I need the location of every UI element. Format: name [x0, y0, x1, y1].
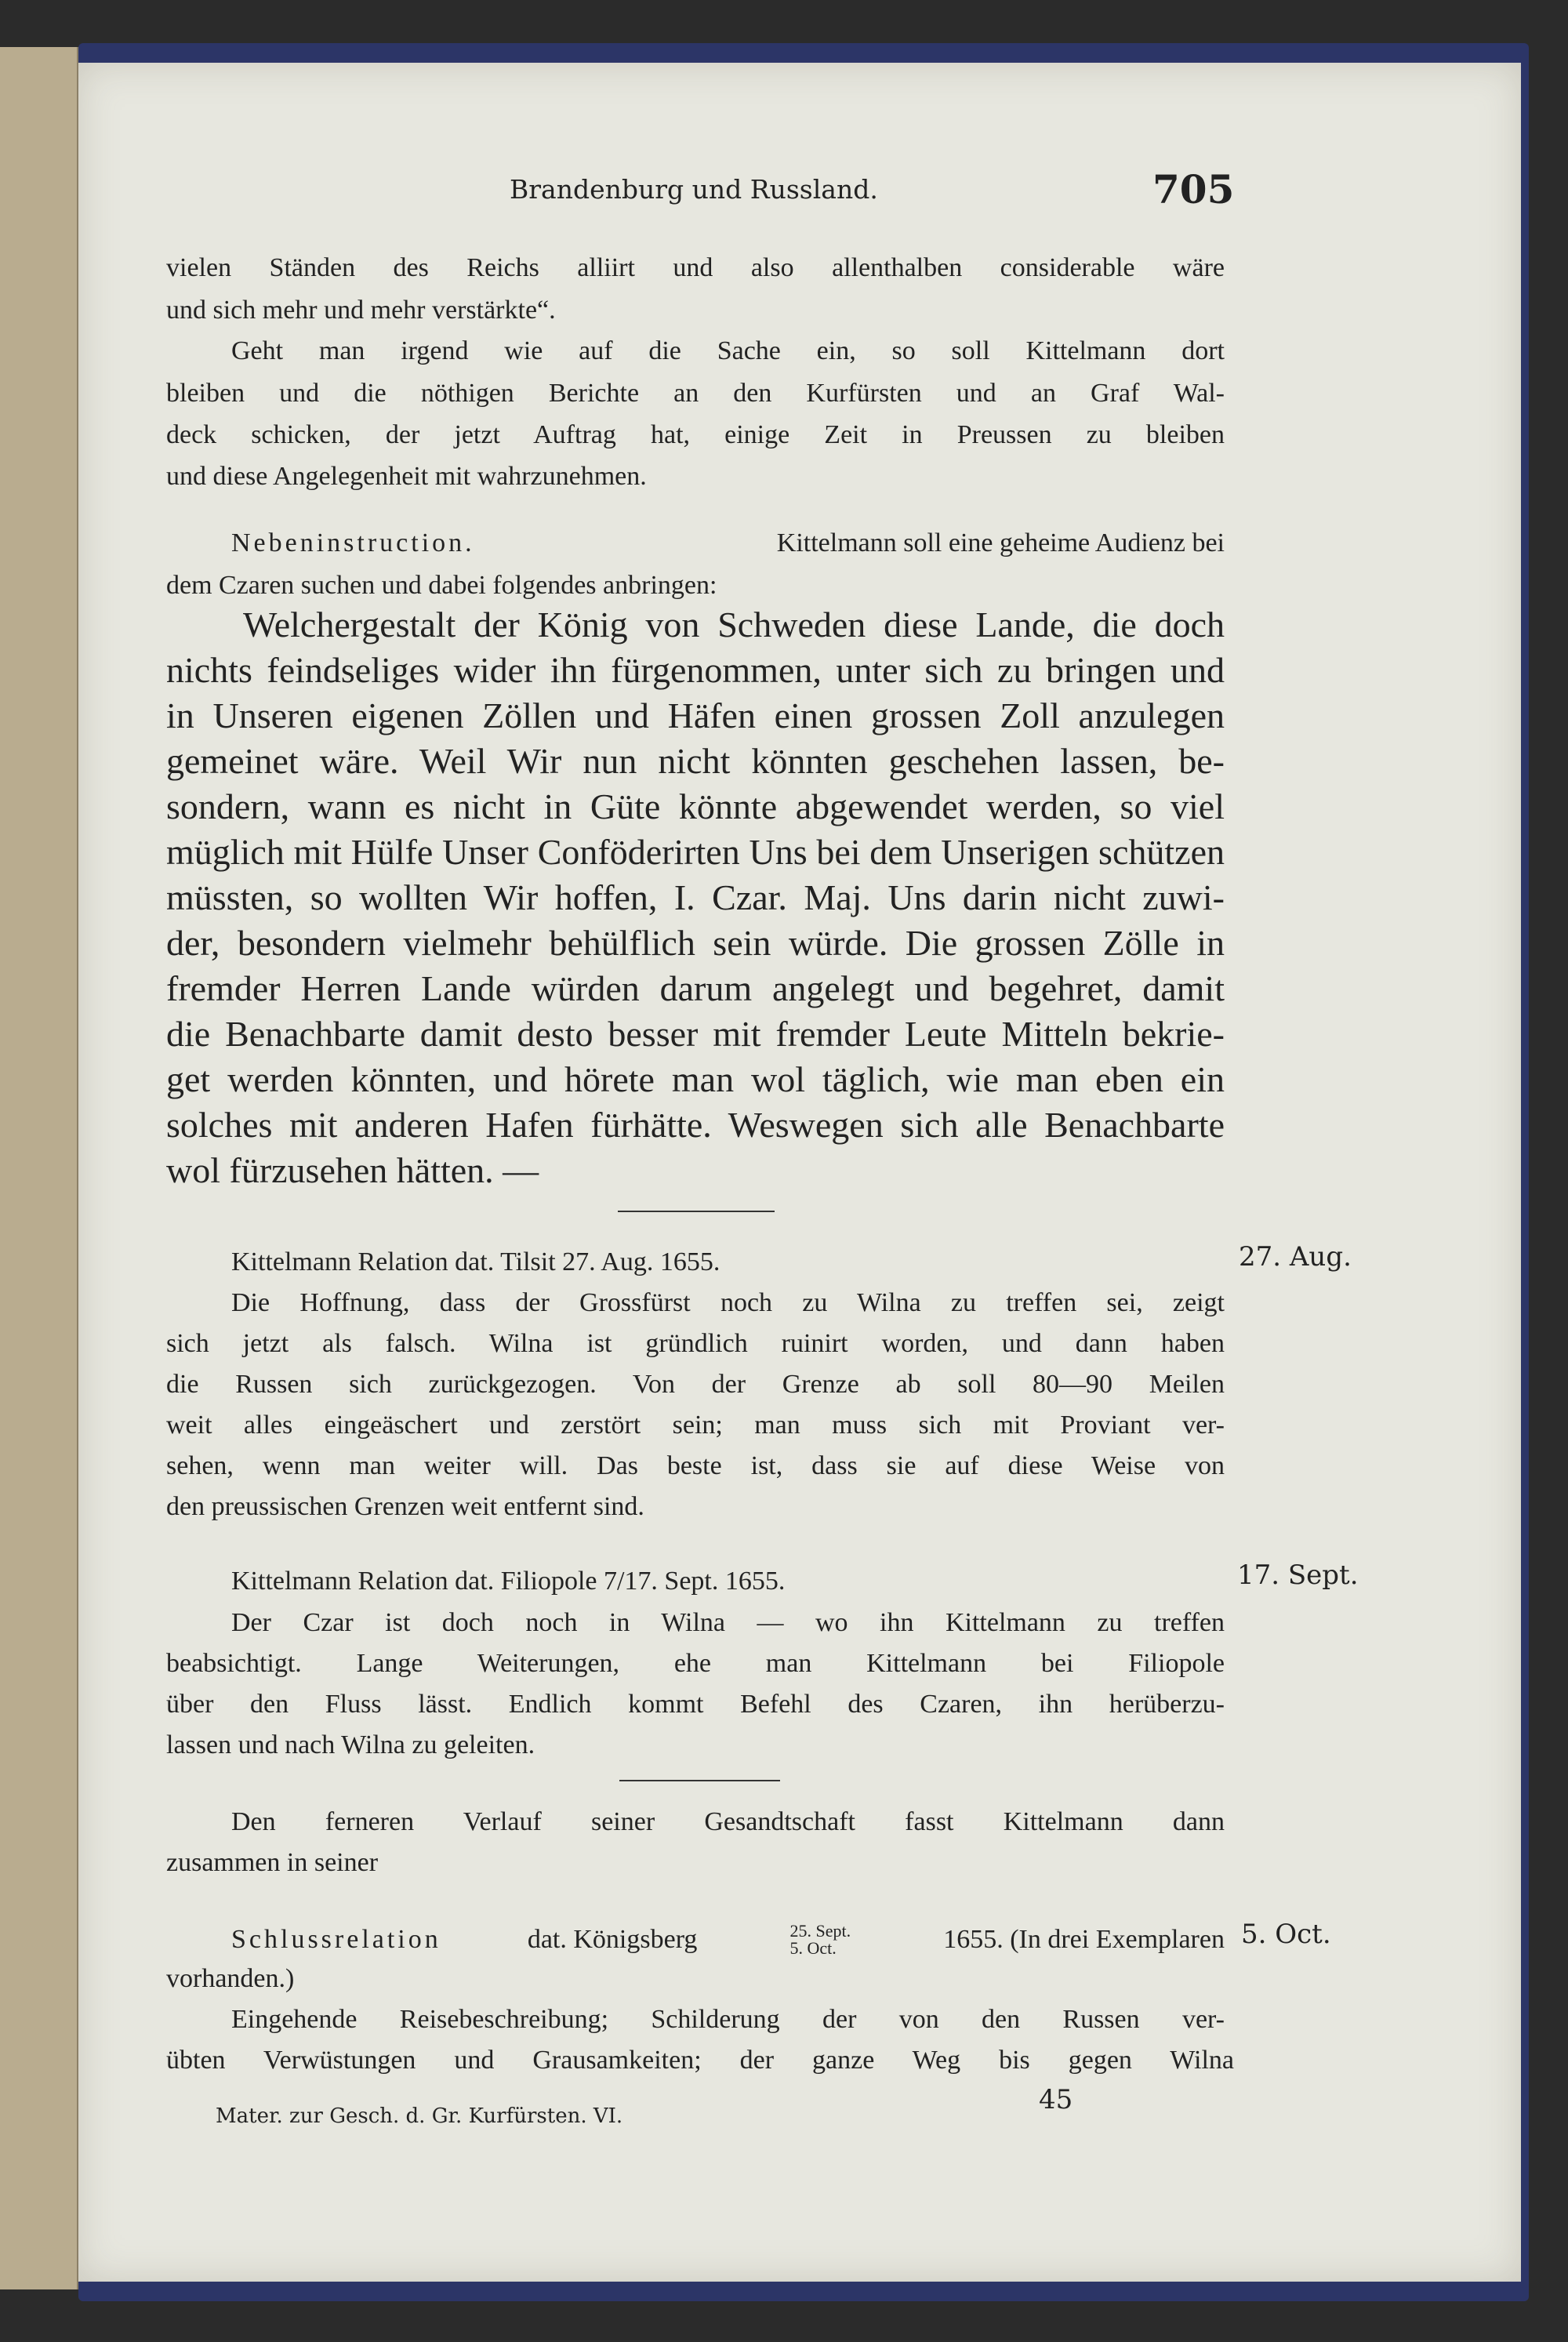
quote-line: fremder Herren Lande würden darum angelegt und begehret, damit [166, 968, 1225, 1008]
relation1-line: Die Hoffnung, dass der Grossfürst noch zu Wilna zu treffen sei, zeigt [231, 1288, 1225, 1317]
relation2-line: beabsichtigt. Lange Weiterungen, ehe man Kittelmann bei Filiopole [166, 1649, 1225, 1678]
relation2-title: Kittelmann Relation dat. Filiopole 7/17. Sept. 1655. [231, 1567, 786, 1596]
nebeninstruction-text: Kittelmann soll eine geheime Audienz bei [776, 528, 1225, 557]
date-fraction-top: 25. Sept. [789, 1921, 851, 1941]
quote-line: müssten, so wollten Wir hoffen, I. Czar. Maj. Uns darin nicht zuwi- [166, 877, 1225, 917]
schlussrelation-rest: 1655. (In drei Exemplaren [943, 1925, 1225, 1954]
para2-line: bleiben und die nöthigen Berichte an den Kurfürsten und an Graf Wal- [166, 379, 1225, 408]
quote-line: Welchergestalt der König von Schweden diese Lande, die doch [243, 605, 1225, 645]
quote-line: nichts feindseliges wider ihn fürgenommen, unter sich zu bringen und [166, 650, 1225, 690]
section-divider [619, 1780, 780, 1781]
quote-line: müglich mit Hülfe Unser Conföderirten Uns bei dem Unserigen schützen [166, 832, 1225, 872]
nebeninstruction-label: Nebeninstruction. [231, 528, 475, 557]
relation1-line: den preussischen Grenzen weit entfernt sind. [166, 1492, 644, 1521]
quote-line: gemeinet wäre. Weil Wir nun nicht könnten geschehen lassen, be- [166, 741, 1225, 781]
relation2-margin-date: 17. Sept. [1237, 1560, 1359, 1591]
relation1-margin-date: 27. Aug. [1239, 1241, 1352, 1273]
footer-series: Mater. zur Gesch. d. Gr. Kurfürsten. VI. [216, 2104, 623, 2128]
page-number: 705 [1152, 166, 1235, 212]
relation1-line: sich jetzt als falsch. Wilna ist gründlich ruinirt worden, und dann haben [166, 1329, 1225, 1358]
quote-line: der, besondern vielmehr behülflich sein würde. Die grossen Zölle in [166, 923, 1225, 963]
date-fraction [790, 1923, 851, 1957]
relation1-title: Kittelmann Relation dat. Tilsit 27. Aug. 1655. [231, 1247, 720, 1276]
final-line: übten Verwüstungen und Grausamkeiten; der ganze Weg bis gegen Wilna [166, 2046, 1234, 2075]
para3-line: Den ferneren Verlauf seiner Gesandtschaft fasst Kittelmann dann [231, 1807, 1225, 1836]
schlussrelation-margin-date: 5. Oct. [1241, 1919, 1331, 1950]
schlussrelation-line [231, 1923, 1225, 1957]
quote-line: solches mit anderen Hafen fürhätte. Weswegen sich alle Benachbarte [166, 1105, 1225, 1145]
schlussrelation-line2: vorhanden.) [166, 1964, 295, 1993]
quote-line: wol fürzusehen hätten. — [166, 1150, 539, 1190]
date-fraction-bottom: 5. Oct. [789, 1938, 837, 1958]
schlussrelation-label: Schlussrelation [231, 1925, 441, 1954]
quote-line: sondern, wann es nicht in Güte könnte abgewendet werden, so viel [166, 786, 1225, 826]
para1-line: vielen Ständen des Reichs alliirt und also allenthalben considerable wäre [166, 253, 1225, 282]
relation1-line: weit alles eingeäschert und zerstört sein; man muss sich mit Proviant ver- [166, 1411, 1225, 1440]
para3-line: zusammen in seiner [166, 1848, 379, 1877]
final-line: Eingehende Reisebeschreibung; Schilderung der von den Russen ver- [231, 2005, 1225, 2034]
para2-line: deck schicken, der jetzt Auftrag hat, einige Zeit in Preussen zu bleiben [166, 420, 1225, 449]
quote-line: in Unseren eigenen Zöllen und Häfen einen grossen Zoll anzulegen [166, 695, 1225, 735]
para2-line: und diese Angelegenheit mit wahrzunehmen. [166, 462, 647, 491]
relation2-line: Der Czar ist doch noch in Wilna — wo ihn Kittelmann zu treffen [231, 1608, 1225, 1637]
relation2-line: über den Fluss lässt. Endlich kommt Befehl des Czaren, ihn herüberzu- [166, 1690, 1225, 1719]
relation1-line: sehen, wenn man weiter will. Das beste ist, dass sie auf diese Weise von [166, 1451, 1225, 1480]
relation1-line: die Russen sich zurückgezogen. Von der Grenze ab soll 80—90 Meilen [166, 1370, 1225, 1399]
quote-line: die Benachbarte damit desto besser mit fremder Leute Mitteln bekrie- [166, 1014, 1225, 1054]
running-header-title: Brandenburg und Russland. [510, 174, 878, 205]
relation2-line: lassen und nach Wilna zu geleiten. [166, 1730, 535, 1759]
para2-line: Geht man irgend wie auf die Sache ein, so soll Kittelmann dort [231, 336, 1225, 365]
nebeninstruction-line2: dem Czaren suchen und dabei folgendes anbringen: [166, 571, 717, 600]
quote-line: get werden könnten, und hörete man wol täglich, wie man eben ein [166, 1059, 1225, 1099]
signature-mark: 45 [1039, 2084, 1073, 2115]
schlussrelation-dat: dat. Königsberg [527, 1925, 698, 1954]
left-page-edge [0, 47, 82, 2289]
nebeninstruction-line [231, 528, 1225, 559]
para1-line: und sich mehr und mehr verstärkte“. [166, 296, 556, 325]
section-divider [618, 1211, 775, 1212]
